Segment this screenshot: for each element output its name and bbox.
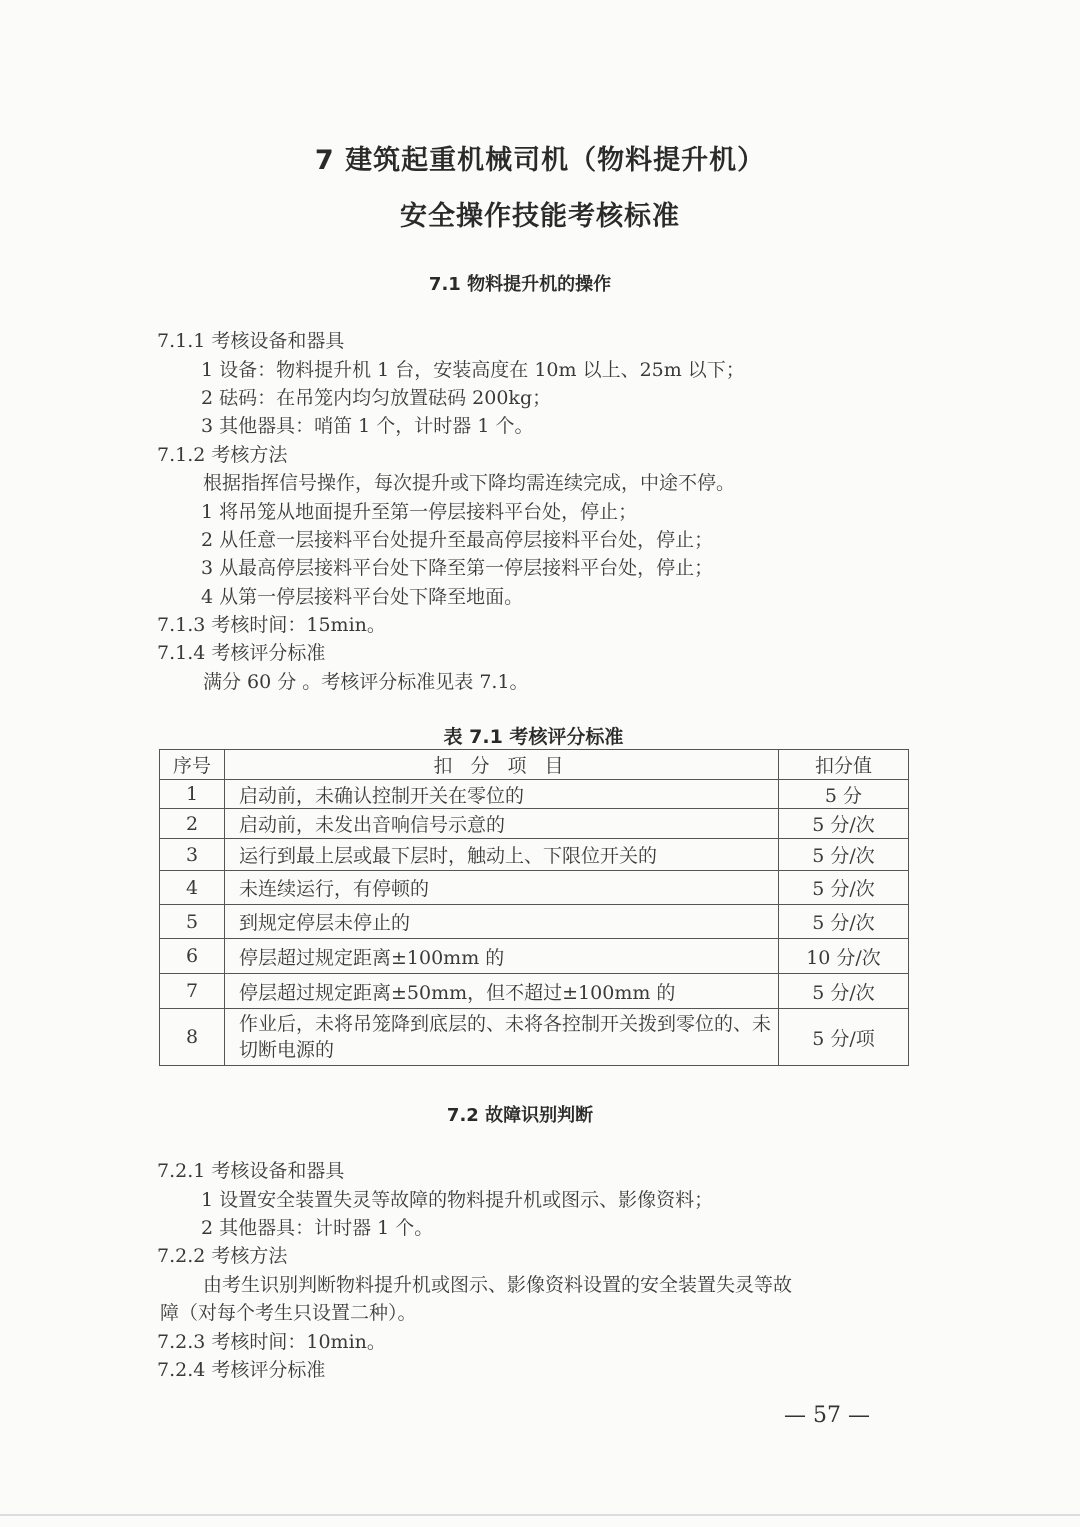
cell-item: 运行到最上层或最下层时，触动上、下限位开关的: [225, 839, 779, 871]
scoring-table: [159, 749, 909, 1066]
list-item: 2 砝码：在吊笼内均匀放置砝码 200kg；: [201, 387, 552, 409]
cell-item: 启动前，未确认控制开关在零位的: [225, 780, 779, 809]
clause-7-1-3: 7.1.3 考核时间：15min。: [157, 614, 386, 636]
cell-no: 5: [160, 905, 225, 939]
table-header-row: [160, 750, 909, 780]
table-row: [160, 939, 909, 974]
list-item: 3 从最高停层接料平台处下降至第一停层接料平台处，停止；: [201, 557, 714, 579]
table-row: [160, 1009, 909, 1066]
cell-value: 5 分/次: [779, 974, 909, 1009]
list-item: 1 设备：物料提升机 1 台，安装高度在 10m 以上、25m 以下；: [201, 359, 745, 381]
table-row: [160, 809, 909, 839]
header-cell-item: 扣 分 项 目: [225, 750, 779, 780]
list-item: 2 其他器具：计时器 1 个。: [201, 1217, 434, 1239]
clause-7-2-4: 7.2.4 考核评分标准: [157, 1359, 326, 1381]
header-cell-no: 序号: [160, 750, 225, 780]
paragraph: 由考生识别判断物料提升机或图示、影像资料设置的安全装置失灵等故: [203, 1274, 793, 1296]
table-row: [160, 780, 909, 809]
cell-value: 5 分/次: [779, 809, 909, 839]
cell-value: 5 分/次: [779, 905, 909, 939]
cell-item: 停层超过规定距离±50mm，但不超过±100mm 的: [225, 974, 779, 1009]
cell-no: 2: [160, 809, 225, 839]
cell-no: 3: [160, 839, 225, 871]
cell-value: 5 分/次: [779, 871, 909, 905]
cell-no: 1: [160, 780, 225, 809]
footer-divider: [0, 1514, 1080, 1516]
list-item: 1 将吊笼从地面提升至第一停层接料平台处，停止；: [201, 501, 638, 523]
cell-value: 5 分/项: [779, 1009, 909, 1066]
table-row: [160, 839, 909, 871]
page-title: 7 建筑起重机械司机（物料提升机）: [314, 145, 766, 176]
table-row: [160, 905, 909, 939]
cell-no: 8: [160, 1009, 225, 1066]
cell-item: 到规定停层未停止的: [225, 905, 779, 939]
page-number: — 57 —: [784, 1403, 870, 1428]
cell-item: 启动前，未发出音响信号示意的: [225, 809, 779, 839]
table-row: [160, 974, 909, 1009]
table-caption: 表 7.1 考核评分标准: [443, 726, 624, 748]
list-item: 1 设置安全装置失灵等故障的物料提升机或图示、影像资料；: [201, 1189, 714, 1211]
clause-7-2-1: 7.2.1 考核设备和器具: [157, 1160, 345, 1182]
cell-item: 停层超过规定距离±100mm 的: [225, 939, 779, 974]
clause-7-2-2: 7.2.2 考核方法: [157, 1245, 288, 1267]
cell-no: 4: [160, 871, 225, 905]
paragraph-continuation: 障（对每个考生只设置二种）。: [160, 1302, 417, 1324]
cell-value: 5 分: [779, 780, 909, 809]
clause-7-2-3: 7.2.3 考核时间：10min。: [157, 1331, 386, 1353]
page-subtitle: 安全操作技能考核标准: [400, 201, 680, 232]
table-row: [160, 871, 909, 905]
paragraph: 满分 60 分 。考核评分标准见表 7.1。: [203, 671, 529, 693]
clause-7-1-2: 7.1.2 考核方法: [157, 444, 288, 466]
paragraph: 根据指挥信号操作，每次提升或下降均需连续完成，中途不停。: [203, 472, 736, 494]
section-heading-7-2: 7.2 故障识别判断: [446, 1105, 594, 1126]
cell-item: 未连续运行，有停顿的: [225, 871, 779, 905]
cell-no: 6: [160, 939, 225, 974]
header-cell-value: 扣分值: [779, 750, 909, 780]
cell-item: 作业后，未将吊笼降到底层的、未将各控制开关拨到零位的、未切断电源的: [225, 1009, 779, 1066]
list-item: 4 从第一停层接料平台处下降至地面。: [201, 586, 524, 608]
cell-value: 10 分/次: [779, 939, 909, 974]
list-item: 2 从任意一层接料平台处提升至最高停层接料平台处，停止；: [201, 529, 714, 551]
section-heading-7-1: 7.1 物料提升机的操作: [428, 274, 612, 295]
clause-7-1-1: 7.1.1 考核设备和器具: [157, 330, 345, 352]
list-item: 3 其他器具：哨笛 1 个，计时器 1 个。: [201, 415, 534, 437]
clause-7-1-4: 7.1.4 考核评分标准: [157, 642, 326, 664]
cell-value: 5 分/次: [779, 839, 909, 871]
cell-no: 7: [160, 974, 225, 1009]
